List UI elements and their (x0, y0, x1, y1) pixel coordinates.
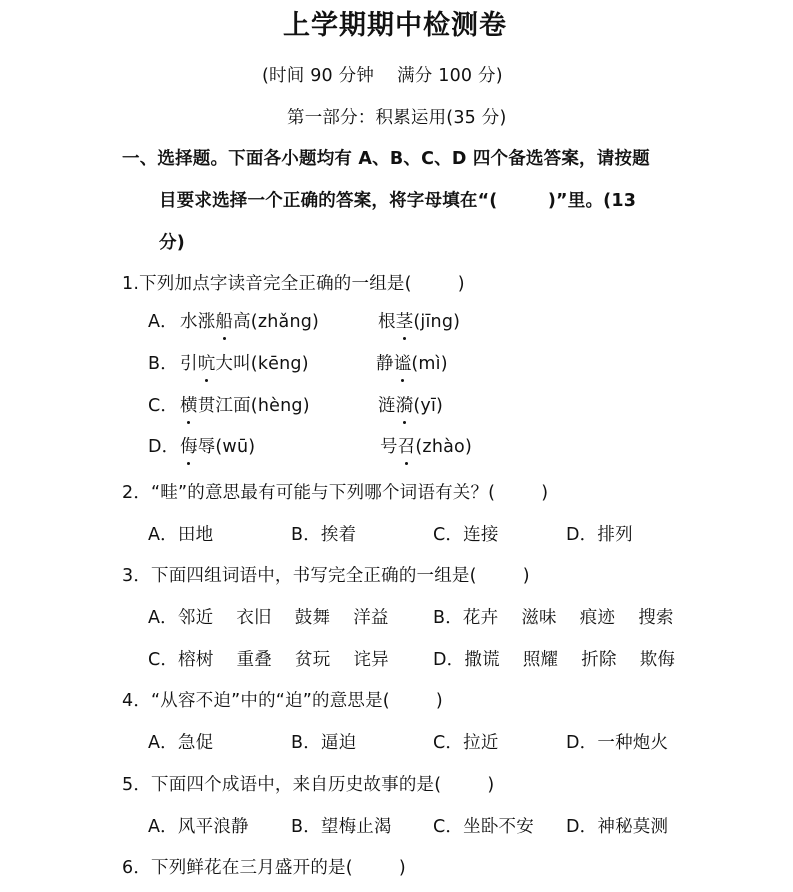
question-2-option-c: C．连接 (433, 525, 499, 545)
question-5-option-d: D．神秘莫测 (566, 817, 669, 837)
option-text: 辱(wū) (197, 437, 256, 457)
option-text: 静 (376, 354, 394, 374)
question-1-option-b-label: B． (148, 354, 178, 374)
question-2-option-a: A．田地 (148, 525, 214, 545)
exam-title: 上学期期中检测卷 (283, 10, 507, 41)
question-3-option-b: B．花卉 滋味 痕迹 搜索 (433, 608, 674, 628)
dotted-character: 侮 (180, 437, 198, 457)
question-1-option-b-word (180, 352, 309, 376)
section1-instruction-line2: 目要求选择一个正确的答案，将字母填在“( )”里。(13 (159, 191, 637, 211)
option-text: (zhào) (415, 437, 472, 457)
dotted-character: 吭 (197, 354, 216, 374)
question-1-option-a-label: A． (148, 312, 178, 332)
option-text: 水涨 (180, 312, 216, 332)
question-3-option-a: A．邻近 衣旧 鼓舞 洋益 (148, 608, 389, 628)
dotted-character: 召 (397, 437, 416, 457)
question-5-option-c: C．坐卧不安 (433, 817, 534, 837)
question-4-option-a: A．急促 (148, 733, 214, 753)
question-1-stem: 1.下列加点字读音完全正确的一组是( ) (122, 274, 465, 294)
question-2-option-b: B．挨着 (291, 525, 357, 545)
dotted-character: 横 (180, 396, 198, 416)
question-6-stem: 6．下列鲜花在三月盛开的是( ) (122, 858, 406, 878)
question-1-option-d-word2 (380, 435, 472, 459)
question-1-option-c-label: C． (148, 396, 179, 416)
option-text: 贯江面(hèng) (197, 396, 310, 416)
option-text: 引 (180, 354, 198, 374)
question-1-option-c-word2 (378, 394, 443, 418)
option-text: (yī) (413, 396, 444, 416)
question-5-stem: 5．下面四个成语中，来自历史故事的是( ) (122, 775, 495, 795)
option-text: 涟 (378, 396, 396, 416)
question-2-stem: 2．“畦”的意思最有可能与下列哪个词语有关？( ) (122, 483, 549, 503)
dotted-character: 谧 (393, 354, 412, 374)
option-text: 根 (378, 312, 396, 332)
question-5-option-b: B．望梅止渴 (291, 817, 392, 837)
dotted-character: 漪 (395, 396, 414, 416)
question-1-option-a-word2 (378, 310, 460, 334)
dotted-character: 茎 (395, 312, 414, 332)
section1-instruction-line3: 分) (159, 233, 185, 253)
question-3-option-d: D．撒谎 照耀 折除 欺侮 (433, 650, 676, 670)
question-3-stem: 3．下面四组词语中，书写完全正确的一组是( ) (122, 566, 530, 586)
question-1-option-b-word2 (376, 352, 448, 376)
exam-time-info: (时间 90 分钟 满分 100 分) (262, 66, 503, 86)
option-text: 号 (380, 437, 398, 457)
question-1-option-d-word (180, 435, 255, 459)
question-4-stem: 4．“从容不迫”中的“迫”的意思是( ) (122, 691, 443, 711)
question-1-option-c-word (180, 394, 310, 418)
question-3-option-c: C．榕树 重叠 贫玩 诧异 (148, 650, 389, 670)
option-text: 大叫(kēng) (215, 354, 309, 374)
question-4-option-c: C．拉近 (433, 733, 499, 753)
question-1-option-d-label: D． (148, 437, 180, 457)
section1-instruction-line1: 一、选择题。下面各小题均有 A、B、C、D 四个备选答案，请按题 (122, 149, 650, 169)
option-text: (jīng) (413, 312, 461, 332)
dotted-character: 船 (215, 312, 234, 332)
question-4-option-d: D．一种炮火 (566, 733, 669, 753)
question-5-option-a: A．风平浪静 (148, 817, 249, 837)
question-4-option-b: B．逼迫 (291, 733, 357, 753)
question-1-option-a-word (180, 310, 319, 334)
option-text: 高(zhǎng) (233, 312, 320, 332)
part1-title: 第一部分：积累运用(35 分) (287, 108, 507, 128)
question-2-option-d: D．排列 (566, 525, 633, 545)
option-text: (mì) (411, 354, 448, 374)
